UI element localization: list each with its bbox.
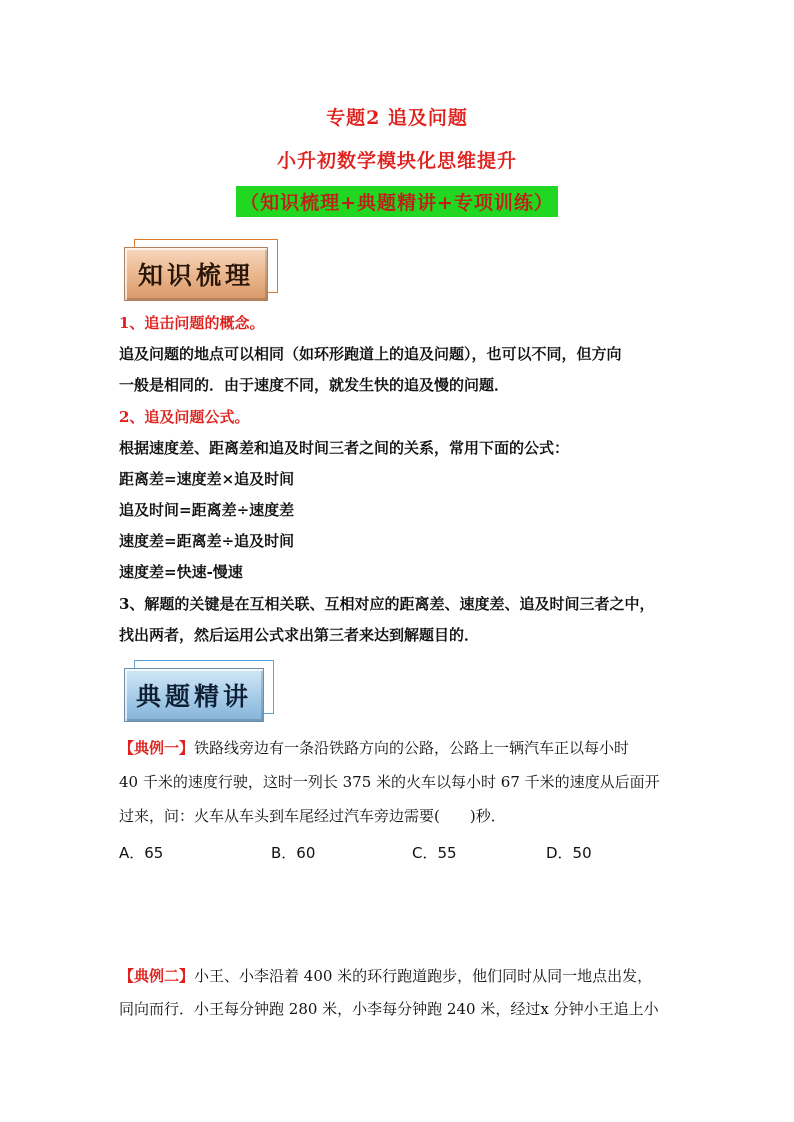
formula-line: 追及时间=距离差÷速度差 (119, 501, 295, 519)
section-banner-knowledge (124, 247, 268, 301)
heading-formulas: 2、追及问题公式。 (119, 408, 250, 426)
paragraph-line: 根据速度差、距离差和追及时间三者之间的关系，常用下面的公式： (119, 439, 570, 457)
heading-concept: 1、追击问题的概念。 (119, 314, 265, 332)
example-1-line: 40 千米的速度行驶，这时一列长 375 米的火车以每小时 67 千米的速度从后面开 (119, 773, 660, 791)
option-b: B．60 (271, 844, 316, 862)
option-d: D．50 (546, 844, 592, 862)
paragraph-line: 3、解题的关键是在互相关联、互相对应的距离差、速度差、追及时间三者之中， (119, 595, 655, 613)
section-banner-examples (124, 668, 264, 722)
example-tag: 【典例一】 (119, 739, 195, 757)
tagline-wrap (0, 186, 794, 217)
option-c: C．55 (412, 844, 457, 862)
example-1-line (119, 737, 629, 758)
document-subtitle: 小升初数学模块化思维提升 (276, 150, 517, 172)
example-text: 过来，问：火车从车头到车尾经过汽车旁边需要( (119, 807, 440, 825)
option-a: A．65 (119, 844, 164, 862)
example-text: 铁路线旁边有一条沿铁路方向的公路，公路上一辆汽车正以每小时 (194, 739, 630, 757)
banner-label: 典题精讲 (124, 668, 264, 722)
example-2-line: 同向而行．小王每分钟跑 280 米，小李每分钟跑 240 米，经过x 分钟小王追上小 (119, 1000, 659, 1018)
paragraph-line: 一般是相同的．由于速度不同，就发生快的追及慢的问题． (119, 376, 510, 394)
banner-label: 知识梳理 (124, 247, 268, 301)
example-text: )秒． (469, 807, 506, 825)
example-text: 小王、小李沿着 400 米的环行跑道跑步，他们同时从同一地点出发， (194, 967, 653, 985)
example-2-line (119, 965, 652, 986)
formula-line: 距离差=速度差×追及时间 (119, 470, 295, 488)
example-tag: 【典例二】 (119, 967, 195, 985)
tagline-highlight: （知识梳理+典题精讲+专项训练） (236, 186, 558, 217)
paragraph-line: 追及问题的地点可以相同（如环形跑道上的追及问题），也可以不同，但方向 (119, 345, 622, 363)
document-title: 专题2 追及问题 (326, 107, 468, 129)
formula-line: 速度差=距离差÷追及时间 (119, 532, 295, 550)
formula-line: 速度差=快速-慢速 (119, 563, 243, 581)
example-1-line (119, 805, 506, 826)
paragraph-line: 找出两者，然后运用公式求出第三者来达到解题目的． (119, 626, 480, 644)
